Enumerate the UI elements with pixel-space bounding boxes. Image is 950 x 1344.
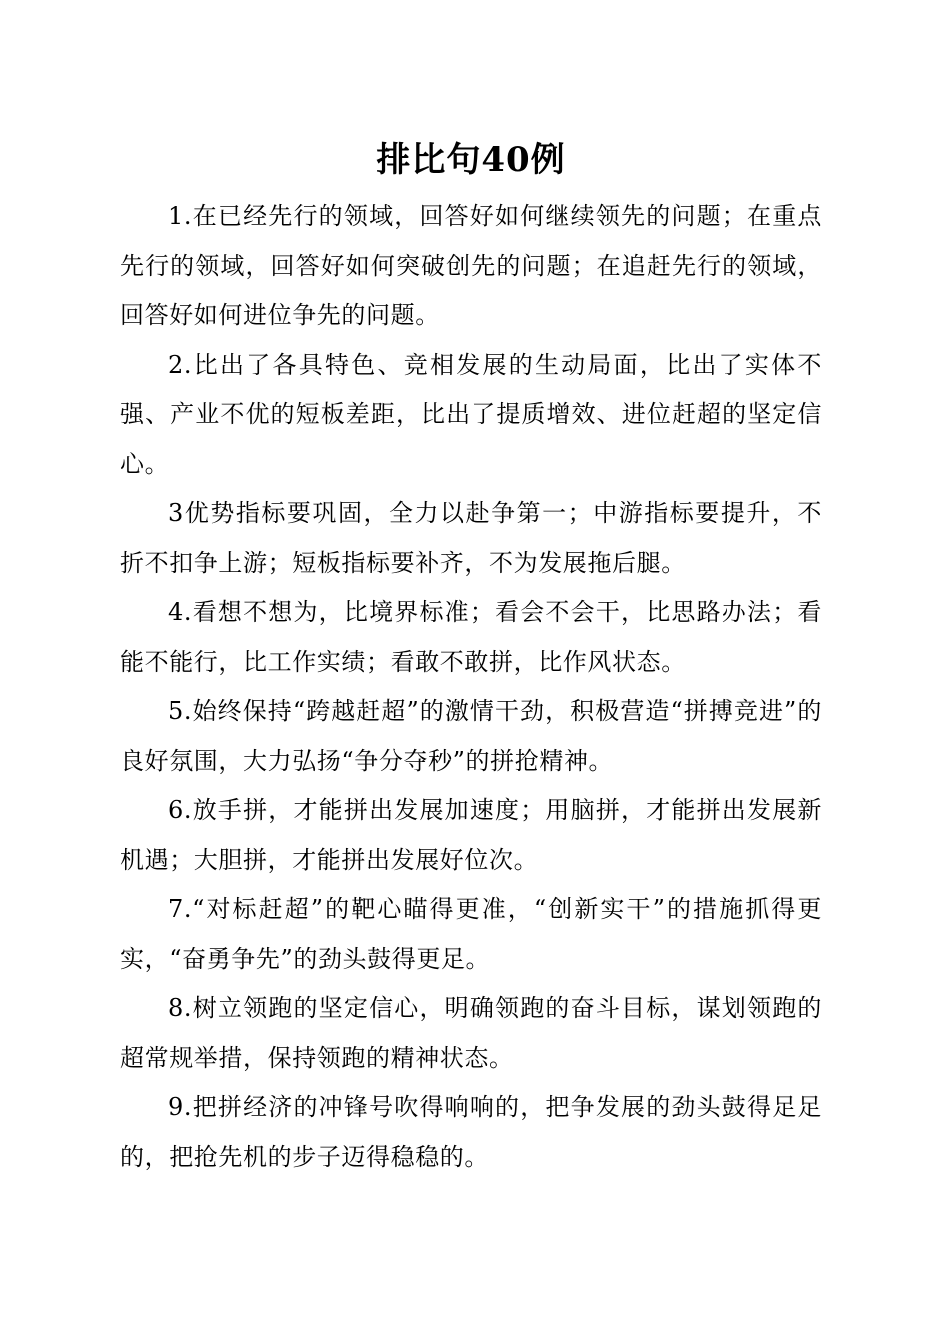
sentence-list bbox=[120, 192, 822, 1182]
document-page bbox=[120, 128, 822, 1182]
sentence-item-2: 2.比出了各具特色、竞相发展的生动局面，比出了实体不强、产业不优的短板差距，比出了提质增效、进位赶超的坚定信心。 bbox=[120, 350, 822, 478]
sentence-item-3: 3优势指标要巩固，全力以赴争第一；中游指标要提升，不折不扣争上游；短板指标要补齐，不为发展拖后腿。 bbox=[120, 499, 822, 577]
sentence-item-4: 4.看想不想为，比境界标准；看会不会干，比思路办法；看能不能行，比工作实绩；看敢不敢拼，比作风状态。 bbox=[120, 598, 822, 676]
sentence-item-8: 8.树立领跑的坚定信心，明确领跑的奋斗目标，谋划领跑的超常规举措，保持领跑的精神状态。 bbox=[120, 994, 822, 1072]
sentence-item-9: 9.把拼经济的冲锋号吹得响响的，把争发展的劲头鼓得足足的，把抢先机的步子迈得稳稳的。 bbox=[120, 1093, 822, 1171]
sentence-item-6: 6.放手拼，才能拼出发展加速度；用脑拼，才能拼出发展新机遇；大胆拼，才能拼出发展好位次。 bbox=[120, 796, 822, 874]
sentence-item-1: 1.在已经先行的领域，回答好如何继续领先的问题；在重点先行的领域，回答好如何突破创先的问题；在追赶先行的领域，回答好如何进位争先的问题。 bbox=[120, 202, 822, 329]
sentence-item-7: 7.“对标赶超”的靶心瞄得更准，“创新实干”的措施抓得更实，“奋勇争先”的劲头鼓得更足。 bbox=[120, 895, 822, 973]
sentence-item-5: 5.始终保持“跨越赶超”的激情干劲，积极营造“拼搏竞进”的良好氛围，大力弘扬“争分夺秒”的拼抢精神。 bbox=[120, 697, 822, 775]
document-title: 排比句40例 bbox=[376, 140, 566, 180]
